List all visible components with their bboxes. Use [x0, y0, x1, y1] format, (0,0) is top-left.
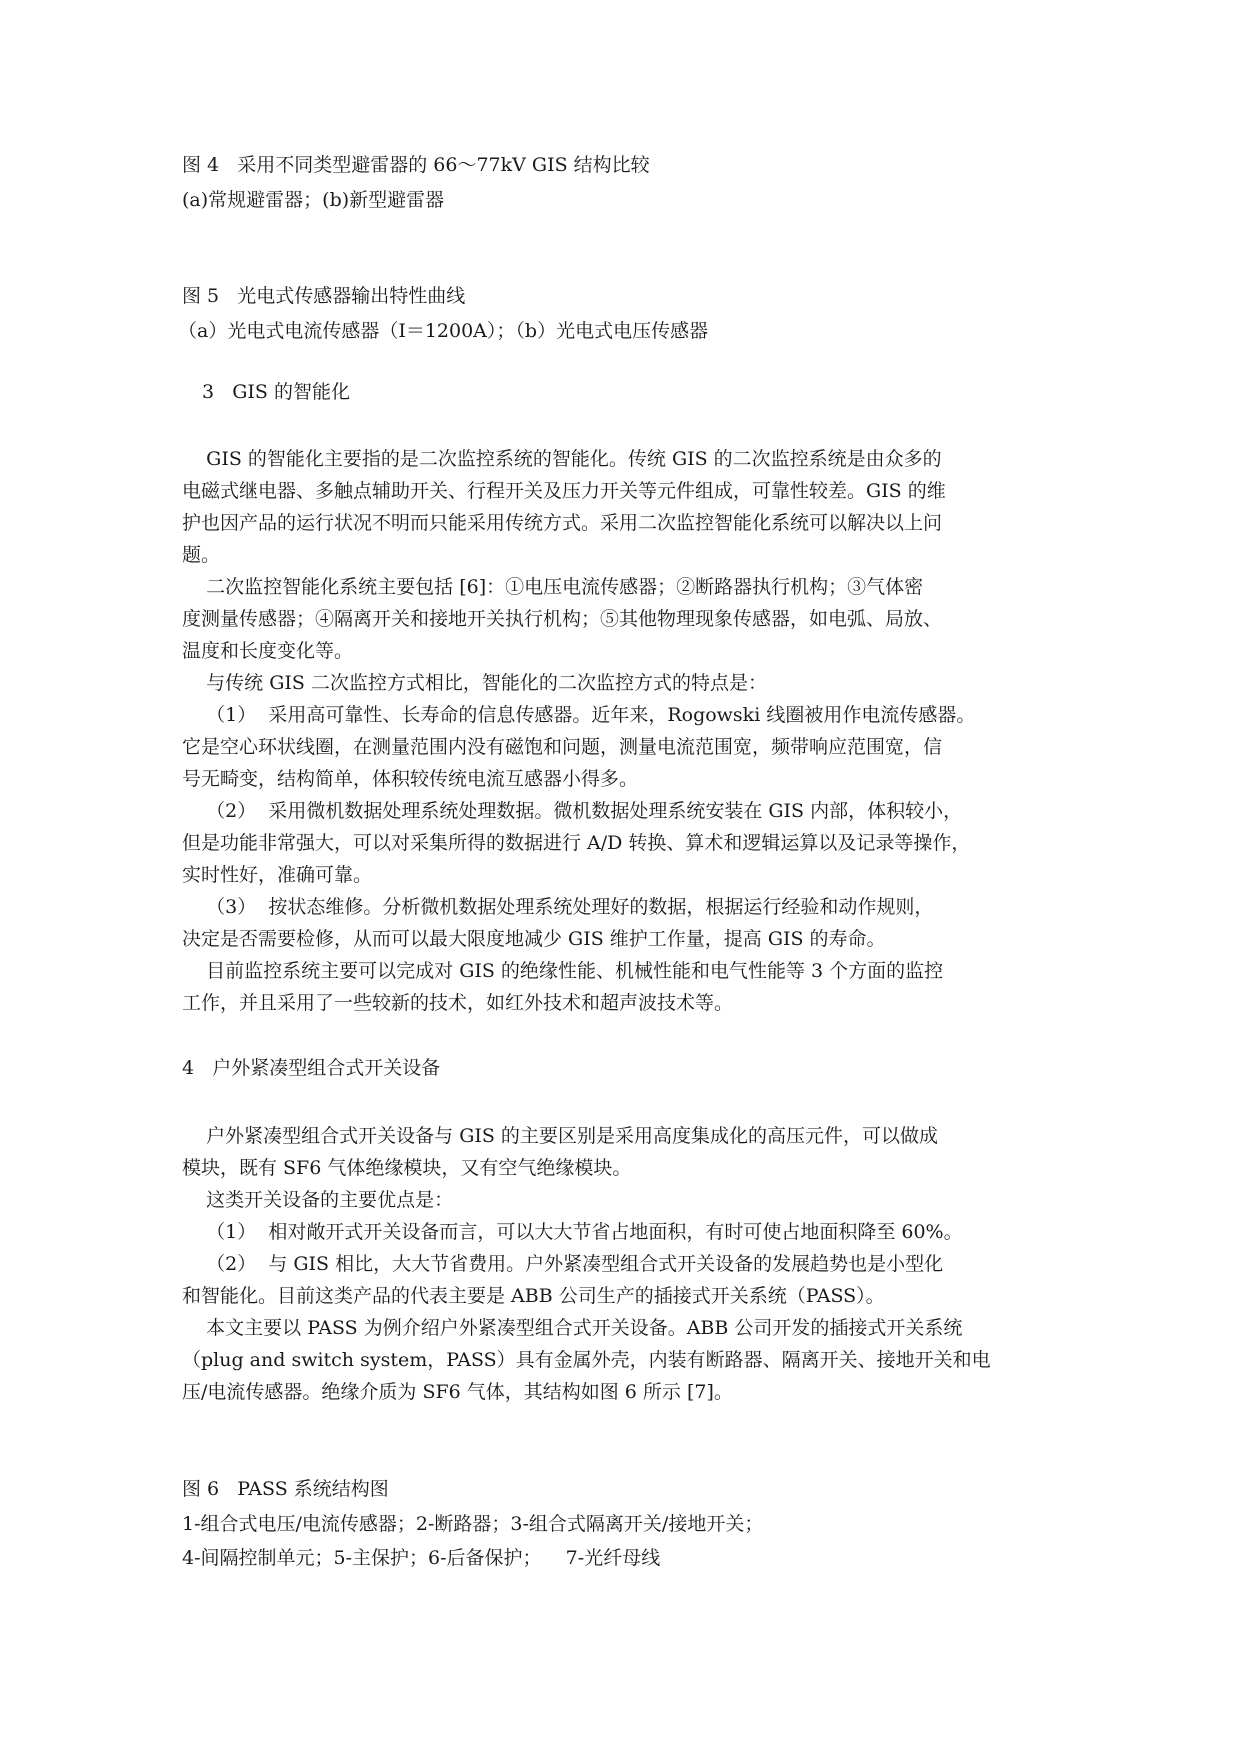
paragraph-line: 模块，既有 SF6 气体绝缘模块，又有空气绝缘模块。	[182, 1157, 632, 1179]
section4-heading: 4 户外紧凑型组合式开关设备	[182, 1057, 441, 1079]
list-item-line: 实时性好，准确可靠。	[182, 864, 373, 886]
figure4-caption: 图 4 采用不同类型避雷器的 66～77kV GIS 结构比较	[182, 154, 650, 176]
paragraph-line: 与传统 GIS 二次监控方式相比，智能化的二次监控方式的特点是：	[182, 672, 767, 694]
paragraph-line: 工作，并且采用了一些较新的技术，如红外技术和超声波技术等。	[182, 992, 734, 1014]
figure6-legend: 4-间隔控制单元；5-主保护；6-后备保护； 7-光纤母线	[182, 1547, 661, 1569]
paragraph-line: GIS 的智能化主要指的是二次监控系统的智能化。传统 GIS 的二次监控系统是由众多的	[182, 448, 942, 470]
paragraph-line: 户外紧凑型组合式开关设备与 GIS 的主要区别是采用高度集成化的高压元件，可以做成	[182, 1125, 938, 1147]
list-item-line: 和智能化。目前这类产品的代表主要是 ABB 公司生产的插接式开关系统（PASS）。	[182, 1285, 885, 1307]
list-item-line: （3） 按状态维修。分析微机数据处理系统处理好的数据，根据运行经验和动作规则，	[182, 896, 934, 918]
paragraph-line: （plug and switch system，PASS）具有金属外壳，内装有断路器、隔离开关、接地开关和电	[182, 1349, 991, 1371]
list-item-line: 但是功能非常强大，可以对采集所得的数据进行 A/D 转换、算术和逻辑运算以及记录等操作，	[182, 832, 971, 854]
list-item-line: 号无畸变，结构简单，体积较传统电流互感器小得多。	[182, 768, 639, 790]
list-item-line: 它是空心环状线圈，在测量范围内没有磁饱和问题，测量电流范围宽，频带响应范围宽，信	[182, 736, 943, 758]
section3-heading: 3 GIS 的智能化	[202, 381, 350, 403]
figure6-legend: 1-组合式电压/电流传感器；2-断路器；3-组合式隔离开关/接地开关；	[182, 1513, 764, 1535]
figure6-caption: 图 6 PASS 系统结构图	[182, 1478, 389, 1500]
paragraph-line: 题。	[182, 544, 221, 566]
figure5-caption: 图 5 光电式传感器输出特性曲线	[182, 285, 466, 307]
list-item-line: （2） 采用微机数据处理系统处理数据。微机数据处理系统安装在 GIS 内部，体积较小，	[182, 800, 963, 822]
list-item-line: （1） 相对敞开式开关设备而言，可以大大节省占地面积，有时可使占地面积降至 60%。	[182, 1221, 963, 1243]
paragraph-line: 目前监控系统主要可以完成对 GIS 的绝缘性能、机械性能和电气性能等 3 个方面的监控	[182, 960, 944, 982]
list-item-line: （2） 与 GIS 相比，大大节省费用。户外紧凑型组合式开关设备的发展趋势也是小型化	[182, 1253, 944, 1275]
paragraph-line: 温度和长度变化等。	[182, 640, 354, 662]
figure5-subcaption: （a）光电式电流传感器（I＝1200A）；（b）光电式电压传感器	[178, 320, 709, 342]
paragraph-line: 电磁式继电器、多触点辅助开关、行程开关及压力开关等元件组成，可靠性较差。GIS 的维	[182, 480, 946, 502]
paragraph-line: 压/电流传感器。绝缘介质为 SF6 气体，其结构如图 6 所示 [7]。	[182, 1381, 733, 1403]
list-item-line: 决定是否需要检修，从而可以最大限度地减少 GIS 维护工作量，提高 GIS 的寿命。	[182, 928, 886, 950]
paragraph-line: 度测量传感器；④隔离开关和接地开关执行机构；⑤其他物理现象传感器，如电弧、局放、	[182, 608, 943, 630]
paragraph-line: 这类开关设备的主要优点是：	[182, 1189, 454, 1211]
paragraph-line: 二次监控智能化系统主要包括 [6]：①电压电流传感器；②断路器执行机构；③气体密	[182, 576, 924, 598]
paragraph-line: 护也因产品的运行状况不明而只能采用传统方式。采用二次监控智能化系统可以解决以上问	[182, 512, 943, 534]
figure4-subcaption: (a)常规避雷器；(b)新型避雷器	[182, 189, 445, 211]
list-item-line: （1） 采用高可靠性、长寿命的信息传感器。近年来，Rogowski 线圈被用作电流传感器。	[182, 704, 976, 726]
paragraph-line: 本文主要以 PASS 为例介绍户外紧凑型组合式开关设备。ABB 公司开发的插接式开关系统	[182, 1317, 963, 1339]
